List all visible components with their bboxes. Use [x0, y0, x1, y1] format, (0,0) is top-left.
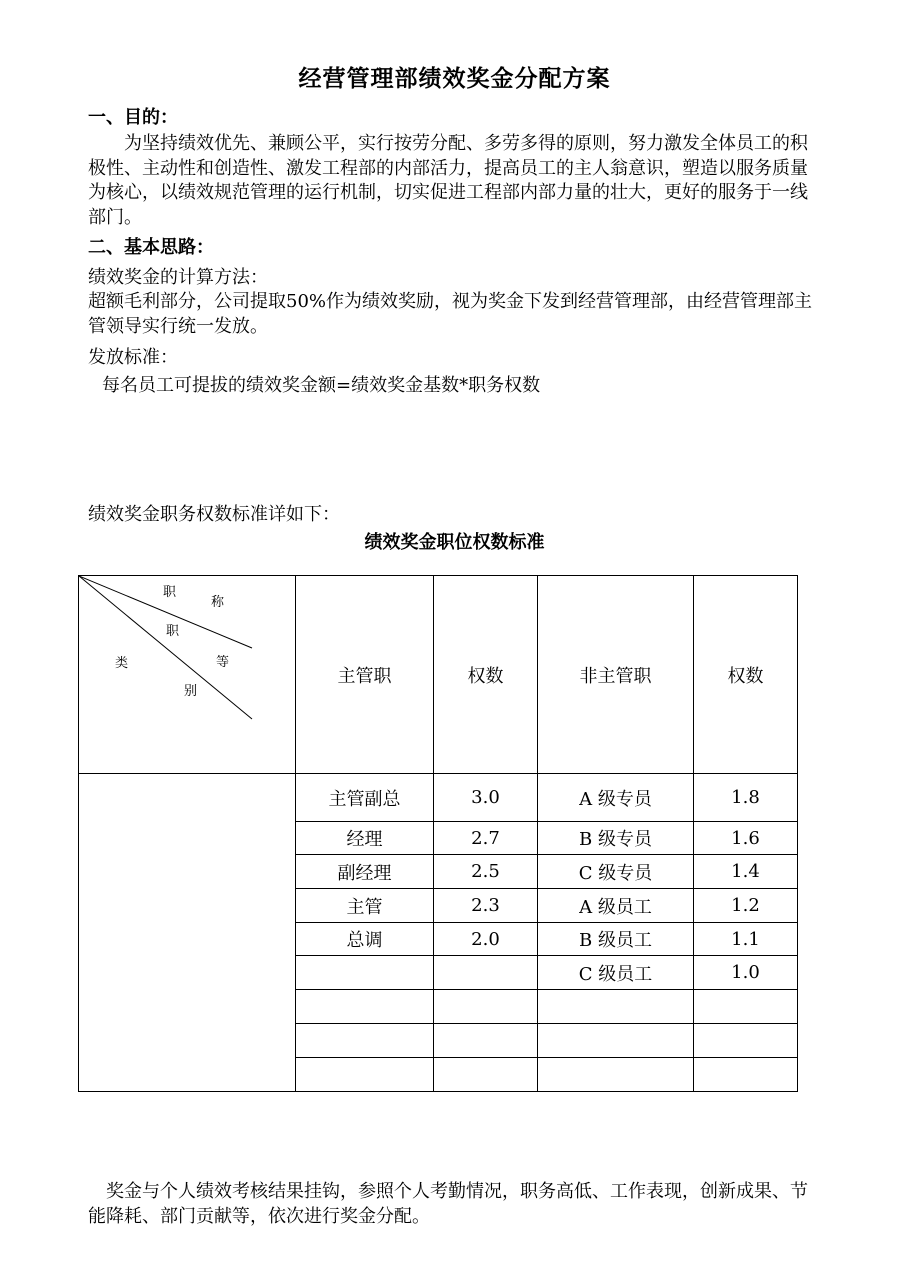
bonus-formula: 每名员工可提拔的绩效奖金额=绩效奖金基数*职务权数: [102, 375, 541, 396]
diagonal-lines: [79, 576, 295, 773]
cell: A 级员工: [538, 889, 694, 923]
category-cell: [79, 774, 296, 1092]
cell: 1.6: [694, 822, 798, 855]
cell: 1.0: [694, 956, 798, 990]
cell: 1.4: [694, 855, 798, 889]
cell: 2.3: [434, 889, 538, 923]
cell: 主管: [296, 889, 434, 923]
standard-label: 发放标准：: [88, 347, 178, 368]
cell: [434, 1058, 538, 1092]
cell: 副经理: [296, 855, 434, 889]
cell: C 级专员: [538, 855, 694, 889]
cell: [538, 1024, 694, 1058]
cell: [296, 1058, 434, 1092]
header-weight-1: 权数: [434, 576, 538, 774]
corner-label-deng: 等: [216, 655, 230, 670]
corner-label-bie: 别: [184, 684, 198, 699]
section-heading-purpose: 一、目的：: [88, 107, 178, 128]
cell: [694, 990, 798, 1024]
cell: 1.8: [694, 774, 798, 822]
cell: [434, 990, 538, 1024]
calc-method-label: 绩效奖金的计算方法：: [88, 267, 268, 288]
table-row: [79, 774, 798, 822]
cell: 1.2: [694, 889, 798, 923]
cell: B 级员工: [538, 923, 694, 956]
cell: [296, 956, 434, 990]
table-header-row: [79, 576, 798, 774]
weight-table: [78, 575, 798, 1092]
cell: 经理: [296, 822, 434, 855]
cell: 2.0: [434, 923, 538, 956]
cell: [434, 1024, 538, 1058]
cell: B 级专员: [538, 822, 694, 855]
table-title: 绩效奖金职位权数标准: [364, 532, 545, 553]
table-intro: 绩效奖金职务权数标准详如下：: [88, 504, 340, 525]
cell: [694, 1024, 798, 1058]
corner-label-lei: 类: [115, 656, 129, 671]
closing-paragraph: 奖金与个人绩效考核结果挂钩，参照个人考勤情况，职务高低、工作表现，创新成果、节能降耗、部门贡献等，依次进行奖金分配。: [88, 1181, 808, 1227]
cell: [434, 956, 538, 990]
purpose-paragraph: 为坚持绩效优先、兼顾公平，实行按劳分配、多劳多得的原则，努力激发全体员工的积极性、主动性和创造性、激发工程部的内部活力，提高员工的主人翁意识，塑造以服务质量为核心，以绩效规范管理的运行机制，切实促进工程部内部力量的壮大，更好的服务于一线部门。: [88, 133, 808, 228]
cell: [694, 1058, 798, 1092]
cell: 3.0: [434, 774, 538, 822]
cell: 2.5: [434, 855, 538, 889]
cell: [538, 990, 694, 1024]
header-weight-2: 权数: [694, 576, 798, 774]
diagonal-header-cell: [79, 576, 296, 774]
cell: [296, 990, 434, 1024]
cell: 主管副总: [296, 774, 434, 822]
cell: 2.7: [434, 822, 538, 855]
corner-label-cheng: 称: [211, 595, 225, 610]
cell: [538, 1058, 694, 1092]
cell: 总调: [296, 923, 434, 956]
section-heading-approach: 二、基本思路：: [88, 237, 214, 258]
header-supervisor: 主管职: [296, 576, 434, 774]
document-title: 经营管理部绩效奖金分配方案: [298, 66, 611, 92]
cell: 1.1: [694, 923, 798, 956]
header-non-supervisor: 非主管职: [538, 576, 694, 774]
cell: A 级专员: [538, 774, 694, 822]
cell: C 级员工: [538, 956, 694, 990]
corner-label-zhi: 职: [163, 585, 177, 600]
calc-method-text: 超额毛利部分，公司提取50%作为绩效奖励，视为奖金下发到经营管理部，由经营管理部主管领导实行统一发放。: [88, 291, 813, 337]
corner-label-zhi2: 职: [166, 624, 180, 639]
cell: [296, 1024, 434, 1058]
